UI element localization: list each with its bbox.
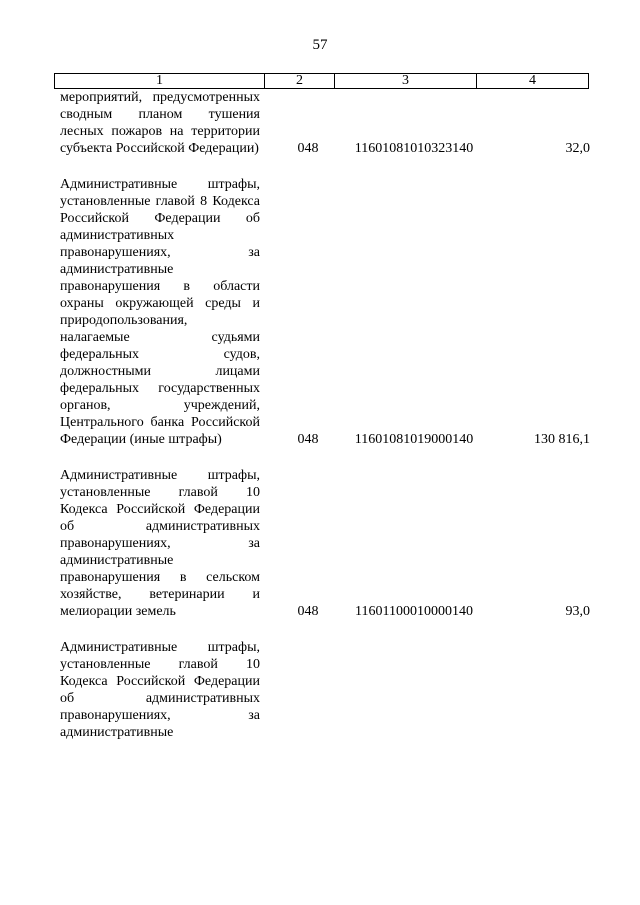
row-description: Административные штрафы, установленные главой 10 Кодекса Российской Федерации об административных правонарушениях, за административные правонарушения в сельском хозяйстве, ветеринарии и мелиорации земель: [60, 468, 260, 619]
header-col-4: 4: [529, 73, 536, 88]
row-description: Административные штрафы, установленные главой 10 Кодекса Российской Федерации об административных правонарушениях, за административные: [60, 640, 260, 740]
header-col-2: 2: [265, 74, 335, 88]
header-col-3: 3: [335, 74, 477, 88]
header-col-1: 1: [55, 74, 265, 88]
row-admin-code: 048: [297, 432, 319, 447]
row-amount: 130 816,1: [534, 432, 590, 447]
row-description: мероприятий, предусмотренных сводным планом тушения лесных пожаров на территории субъекта Российской Федерации): [60, 90, 260, 156]
table-row: [60, 467, 590, 620]
page-number: 57: [312, 37, 328, 53]
table-row: [60, 89, 590, 157]
row-budget-code: 11601100010000140: [355, 604, 473, 619]
row-amount: 93,0: [565, 604, 590, 619]
row-admin-code: 048: [297, 141, 319, 156]
row-amount: 32,0: [565, 141, 590, 156]
row-budget-code: 11601081010323140: [354, 141, 474, 156]
table-body: [60, 89, 590, 760]
row-admin-code: 048: [297, 604, 319, 619]
row-description: Административные штрафы, установленные главой 8 Кодекса Российской Федерации об административных правонарушениях, за административные правонарушения в области охраны окружающей среды и природопользования, налагаемые судьями федеральных судов, должностными лицами федеральных государственных органов, учреждений, Центрального банка Российской Федерации (иные штрафы): [60, 177, 260, 447]
table-row: [60, 639, 590, 741]
row-budget-code: 11601081019000140: [354, 432, 474, 447]
table-row: [60, 176, 590, 448]
table-header: [54, 73, 589, 89]
